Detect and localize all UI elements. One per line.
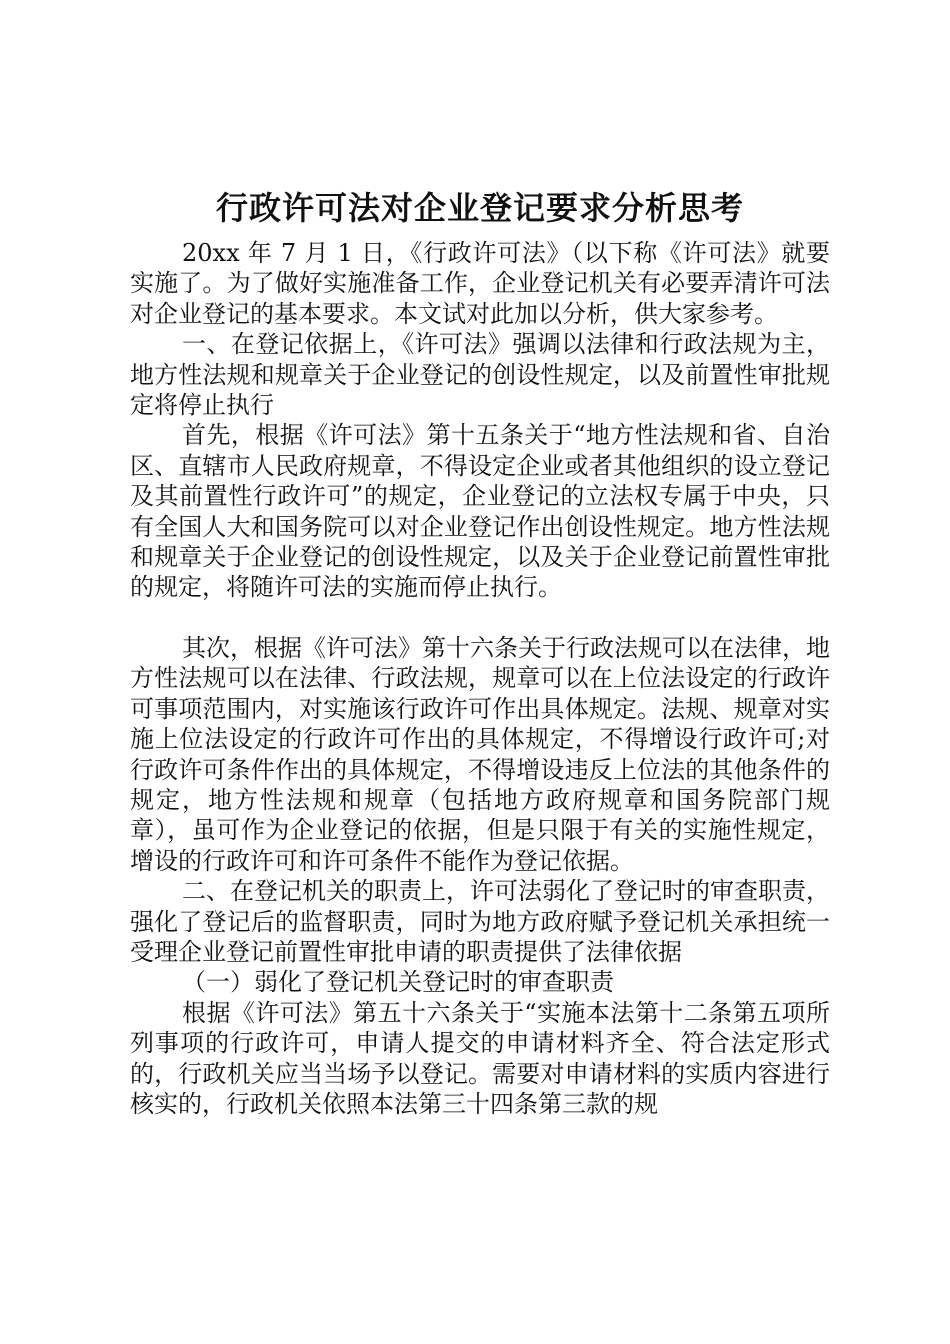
paragraph-subsection-one-heading: （一）弱化了登记机关登记时的审查职责 [182, 968, 614, 997]
document-title: 行政许可法对企业登记要求分析思考 [215, 189, 744, 227]
paragraph-intro: 20xx 年 7 月 1 日，《行政许可法》（以下称《许可法》就要实施了。为了做好实施准备工作，企业登记机关有必要弄清许可法对企业登记的基本要求。本文试对此加以分析，供大家参考。 [130, 239, 830, 328]
paragraph-article-56: 根据《许可法》第五十六条关于“实施本法第十二条第五项所列事项的行政许可，申请人提交的申请材料齐全、符合法定形式的，行政机关应当当场予以登记。需要对申请材料的实质内容进行核实的，行政机关依照本法第三十四条第三款的规 [130, 998, 830, 1118]
paragraph-section-one-heading: 一、在登记依据上，《许可法》强调以法律和行政法规为主，地方性法规和规章关于企业登记的创设性规定，以及前置性审批规定将停止执行 [130, 330, 830, 420]
paragraph-second-point: 其次，根据《许可法》第十六条关于行政法规可以在法律，地方性法规可以在法律、行政法规，规章可以在上位法设定的行政许可事项范围内，对实施该行政许可作出具体规定。法规、规章对实施上位法设定的行政许可作出的具体规定，不得增设行政许可;对行政许可条件作出的具体规定，不得增设违反上位法的其他条件的规定，地方性法规和规章（包括地方政府规章和国务院部门规章），虽可作为企业登记的依据，但是只限于有关的实施性规定，增设的行政许可和许可条件不能作为登记依据。 [130, 633, 830, 875]
document-page [130, 186, 830, 1119]
paragraph-first-point: 首先，根据《许可法》第十五条关于“地方性法规和省、自治区、直辖市人民政府规章，不得设定企业或者其他组织的设立登记及其前置性行政许可”的规定，企业登记的立法权专属于中央，只有全国人大和国务院可以对企业登记作出创设性规定。地方性法规和规章关于企业登记的创设性规定，以及关于企业登记前置性审批的规定，将随许可法的实施而停止执行。 [130, 421, 830, 602]
paragraph-section-two-heading: 二、在登记机关的职责上，许可法弱化了登记时的审查职责，强化了登记后的监督职责，同时为地方政府赋予登记机关承担统一受理企业登记前置性审批申请的职责提供了法律依据 [130, 877, 830, 966]
